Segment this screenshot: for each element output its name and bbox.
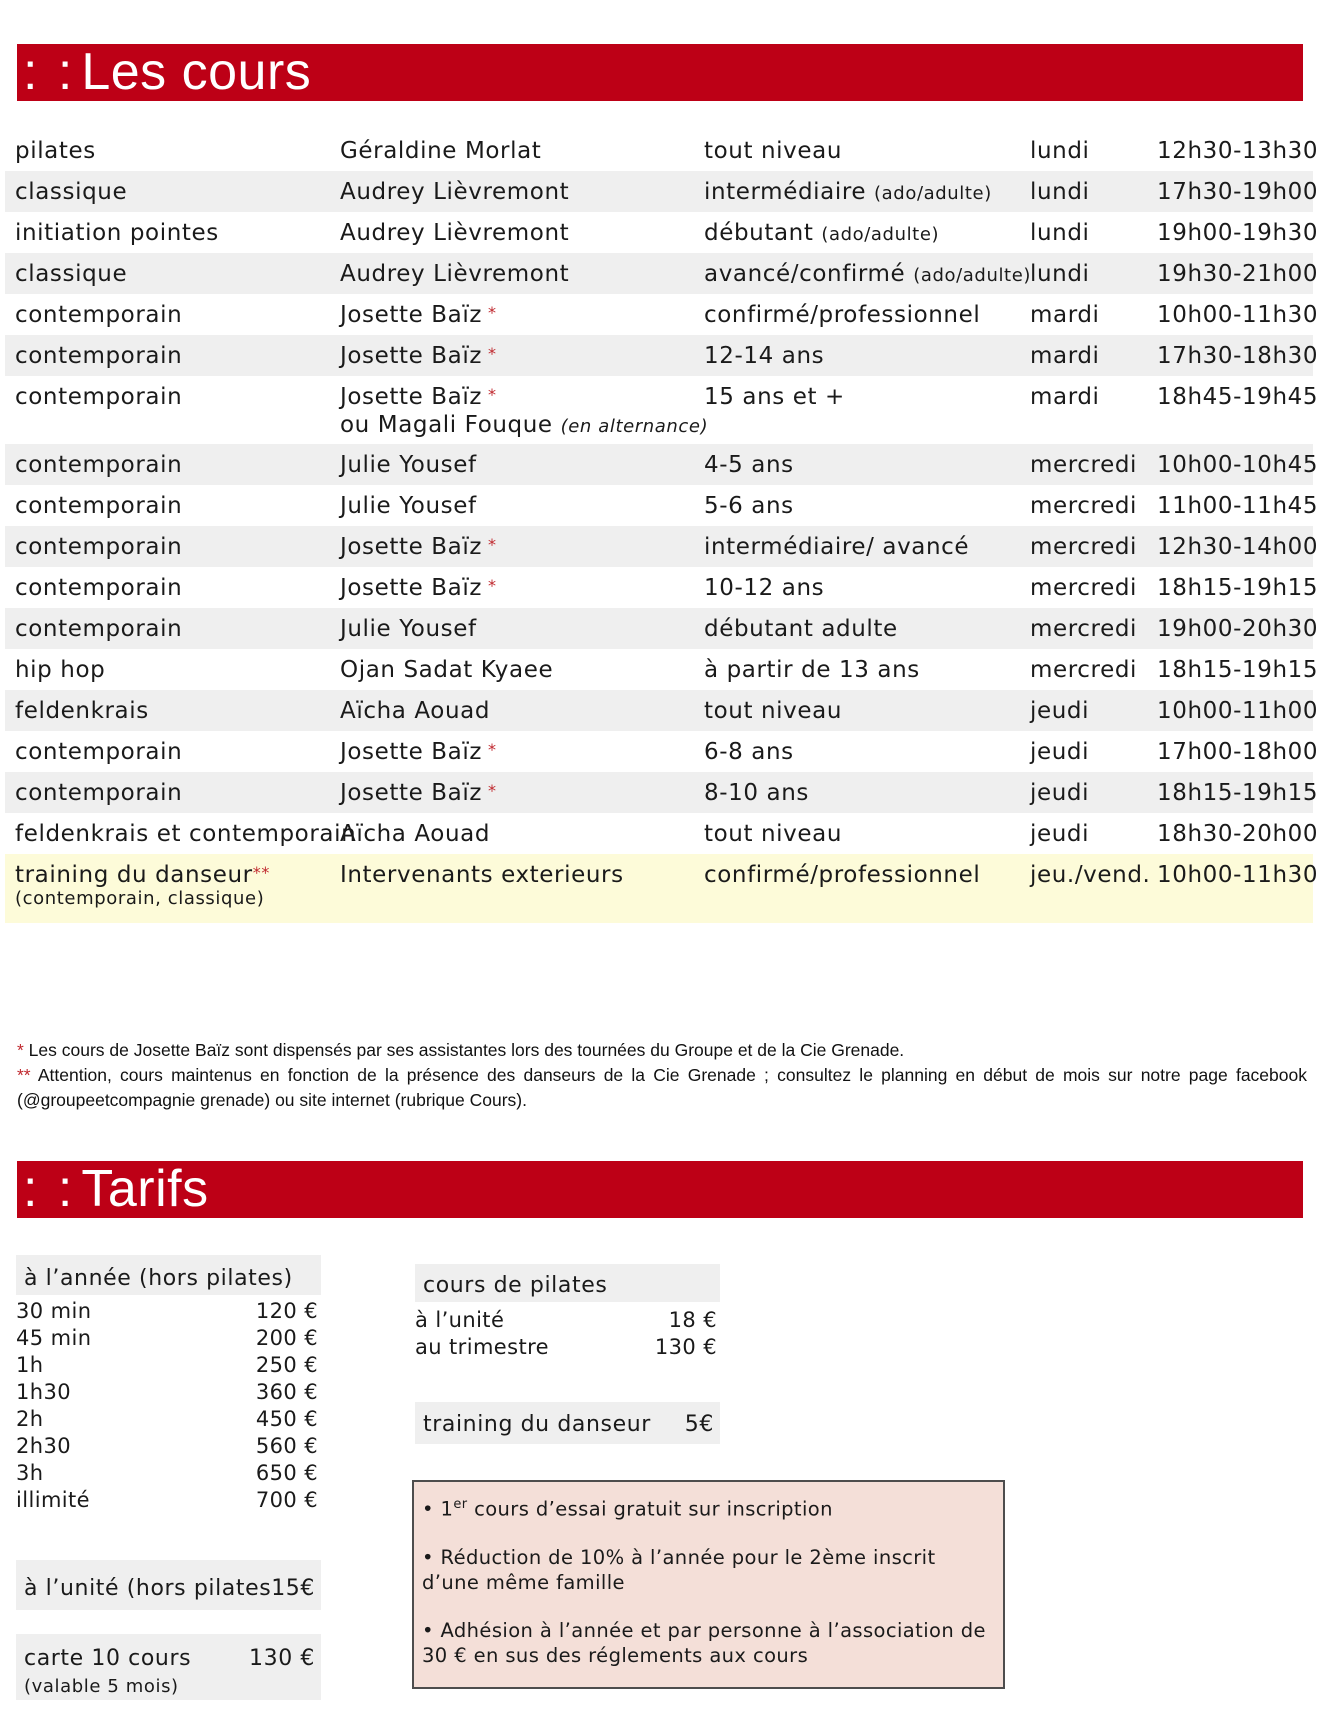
schedule-row — [5, 649, 1319, 690]
level: débutant adulte — [704, 616, 898, 642]
discipline-cell — [15, 534, 182, 560]
asterisk-mark: * — [488, 781, 497, 800]
teacher-cell — [340, 220, 569, 246]
time-cell: 19h00-20h30 — [1157, 616, 1319, 642]
asterisk-mark: * — [488, 303, 497, 322]
discipline: contemporain — [15, 534, 183, 560]
teacher: Audrey Lièvremont — [340, 261, 570, 287]
teacher: Josette Baïz — [340, 384, 483, 410]
time-cell: 17h00-18h00 — [1157, 739, 1319, 765]
day-cell: lundi — [1030, 138, 1090, 164]
asterisk-mark: * — [488, 385, 497, 404]
price-row — [16, 1298, 321, 1325]
time-cell: 17h30-18h30 — [1157, 343, 1319, 369]
level-cell — [704, 220, 939, 246]
training-price: 5€ — [684, 1412, 714, 1437]
level: intermédiaire — [704, 179, 867, 205]
level: débutant — [704, 220, 814, 246]
price-row — [16, 1433, 321, 1460]
teacher-cell — [340, 739, 497, 765]
price-value: 450 € — [255, 1407, 318, 1431]
discipline-cell — [15, 452, 182, 478]
info-box — [412, 1480, 1005, 1689]
teacher: Audrey Lièvremont — [340, 179, 570, 205]
teacher: Géraldine Morlat — [340, 138, 542, 164]
day-cell: jeudi — [1030, 821, 1090, 847]
discipline-cell — [15, 179, 127, 205]
schedule-row — [5, 526, 1319, 567]
price-label: 1h — [16, 1353, 44, 1377]
teacher: Ojan Sadat Kyaee — [340, 657, 554, 683]
level: 12-14 ans — [704, 343, 825, 369]
day-cell: mercredi — [1030, 493, 1138, 519]
time-cell: 10h00-11h30 — [1157, 302, 1319, 328]
level-note: (ado/adulte) — [821, 224, 940, 245]
level-cell — [704, 452, 794, 478]
teacher: Julie Yousef — [340, 493, 477, 519]
day-cell: mercredi — [1030, 616, 1138, 642]
teacher: Intervenants exterieurs — [340, 862, 624, 888]
discipline: classique — [15, 261, 128, 287]
discipline: classique — [15, 179, 128, 205]
discipline-cell — [15, 657, 105, 683]
section-title-cours: Les cours — [81, 43, 312, 101]
level: 6-8 ans — [704, 739, 794, 765]
time-cell: 18h45-19h45 — [1157, 384, 1319, 410]
schedule-row — [5, 171, 1319, 212]
discipline: contemporain — [15, 343, 183, 369]
price-label: 3h — [16, 1461, 44, 1485]
asterisk-mark: * — [488, 344, 497, 363]
discipline-cell — [15, 343, 182, 369]
discipline-cell — [15, 138, 96, 164]
schedule-row — [5, 567, 1319, 608]
price-label: illimité — [16, 1488, 90, 1512]
schedule-row — [5, 854, 1319, 923]
discipline: contemporain — [15, 739, 183, 765]
schedule-row — [5, 813, 1319, 854]
info-membership: • Adhésion à l’année et par personne à l’association de 30 € en sus des réglements aux cours — [422, 1618, 986, 1667]
price-value: 200 € — [255, 1326, 318, 1350]
price-value: 360 € — [255, 1380, 318, 1404]
card-label: carte 10 cours — [24, 1646, 192, 1671]
discipline-cell — [15, 698, 149, 724]
schedule-row — [5, 608, 1319, 649]
discipline-cell — [15, 384, 182, 410]
day-cell: jeudi — [1030, 698, 1090, 724]
price-value: 560 € — [255, 1434, 318, 1458]
info-text: cours d’essai gratuit sur inscription — [467, 1497, 833, 1521]
price-label: 1h30 — [16, 1380, 71, 1404]
price-label: 2h — [16, 1407, 44, 1431]
teacher: Josette Baïz — [340, 343, 483, 369]
discipline: hip hop — [15, 657, 106, 683]
discipline: pilates — [15, 138, 96, 164]
teacher-cell — [340, 493, 477, 519]
schedule-row — [5, 444, 1319, 485]
teacher: Julie Yousef — [340, 616, 477, 642]
teacher-cell — [340, 138, 541, 164]
teacher-cell — [340, 261, 569, 287]
price-label: au trimestre — [415, 1335, 549, 1359]
teacher-cell — [340, 616, 477, 642]
teacher-cell — [340, 862, 624, 888]
asterisk-mark: ** — [252, 863, 270, 882]
discipline-cell — [15, 780, 182, 806]
annual-pricing-header: à l’année (hors pilates) — [16, 1255, 321, 1295]
day-cell: lundi — [1030, 220, 1090, 246]
teacher: Audrey Lièvremont — [340, 220, 570, 246]
info-sup: er — [453, 1497, 468, 1512]
day-cell: jeudi — [1030, 780, 1090, 806]
time-cell: 12h30-14h00 — [1157, 534, 1319, 560]
asterisk-mark: * — [488, 576, 497, 595]
teacher: Josette Baïz — [340, 739, 483, 765]
teacher-cell — [340, 780, 497, 806]
footnote-1 — [17, 1038, 1307, 1063]
pilates-pricing-header: cours de pilates — [415, 1264, 720, 1302]
level-cell — [704, 862, 980, 888]
price-row — [16, 1379, 321, 1406]
time-cell: 19h30-21h00 — [1157, 261, 1319, 287]
footnotes — [17, 1038, 1307, 1113]
single-class-price-box — [16, 1560, 321, 1610]
footnote-text: Les cours de Josette Baïz sont dispensés par ses assistantes lors des tournées du Groupe et de la Cie Grenade. — [23, 1040, 905, 1060]
teacher-cell — [340, 657, 553, 683]
day-cell: mardi — [1030, 302, 1100, 328]
footnote-mark: ** — [17, 1065, 31, 1085]
level-cell — [704, 343, 824, 369]
price-row — [415, 1307, 720, 1334]
level-cell — [704, 384, 845, 410]
level: confirmé/professionnel — [704, 862, 981, 888]
schedule-row — [5, 485, 1319, 526]
level: 15 ans et + — [704, 384, 845, 410]
level: intermédiaire/ avancé — [704, 534, 970, 560]
time-cell: 10h00-11h30 — [1157, 862, 1319, 888]
level-note: (ado/adulte) — [913, 265, 1032, 286]
level: tout niveau — [704, 698, 842, 724]
day-cell: mercredi — [1030, 657, 1138, 683]
discipline: training du danseur — [15, 862, 253, 888]
teacher: Josette Baïz — [340, 534, 483, 560]
card-price: 130 € — [249, 1646, 315, 1671]
teacher: Josette Baïz — [340, 575, 483, 601]
price-value: 700 € — [255, 1488, 318, 1512]
discipline: contemporain — [15, 384, 183, 410]
price-row — [16, 1487, 321, 1514]
schedule-row — [5, 376, 1319, 444]
teacher: Josette Baïz — [340, 302, 483, 328]
level-cell — [704, 261, 1031, 287]
day-cell: jeudi — [1030, 739, 1090, 765]
info-text: • 1 — [422, 1497, 454, 1521]
price-label: 45 min — [16, 1326, 92, 1350]
teacher-cell — [340, 343, 497, 369]
time-cell: 18h15-19h15 — [1157, 780, 1319, 806]
card-validity-note: (valable 5 mois) — [24, 1676, 179, 1697]
training-label: training du danseur — [423, 1412, 651, 1437]
level-cell — [704, 698, 842, 724]
level-cell — [704, 739, 794, 765]
single-class-label: à l’unité (hors pilates — [24, 1576, 272, 1601]
discipline-cell — [15, 862, 270, 909]
level-cell — [704, 179, 992, 205]
info-family-discount: • Réduction de 10% à l’année pour le 2ème inscrit d’une même famille — [422, 1545, 936, 1594]
level-cell — [704, 493, 794, 519]
teacher-cell — [340, 179, 569, 205]
footnote-2 — [17, 1063, 1307, 1113]
discipline: contemporain — [15, 616, 183, 642]
section-banner-cours — [17, 44, 1303, 101]
teacher-cell — [340, 534, 497, 560]
day-cell: mardi — [1030, 343, 1100, 369]
time-cell: 17h30-19h00 — [1157, 179, 1319, 205]
day-cell: mercredi — [1030, 452, 1138, 478]
training-price-box — [415, 1402, 720, 1444]
teacher: Aïcha Aouad — [340, 821, 491, 847]
banner-prefix: : : — [23, 1160, 76, 1218]
banner-prefix: : : — [23, 43, 76, 101]
teacher-cell — [340, 698, 490, 724]
teacher: Josette Baïz — [340, 780, 483, 806]
teacher-alternate: ou Magali Fouque — [340, 412, 553, 438]
discipline: feldenkrais — [15, 698, 149, 724]
level: 8-10 ans — [704, 780, 809, 806]
teacher-cell — [340, 575, 497, 601]
time-cell: 12h30-13h30 — [1157, 138, 1319, 164]
schedule-row — [5, 294, 1319, 335]
level-cell — [704, 138, 842, 164]
schedule-row — [5, 731, 1319, 772]
price-row — [16, 1406, 321, 1433]
price-row — [16, 1325, 321, 1352]
footnote-text: Attention, cours maintenus en fonction de la présence des danseurs de la Cie Grenade ; consultez le planning en début de mois sur notre page facebook (@groupeetcompagnie grenade) ou site internet (rubrique Cours). — [17, 1065, 1307, 1110]
price-value: 130 € — [654, 1335, 717, 1359]
day-cell: jeu./vend. — [1030, 862, 1151, 888]
level-cell — [704, 575, 824, 601]
schedule-row — [5, 130, 1319, 171]
day-cell: mercredi — [1030, 534, 1138, 560]
price-label: à l’unité — [415, 1308, 505, 1332]
time-cell: 11h00-11h45 — [1157, 493, 1319, 519]
level: tout niveau — [704, 821, 842, 847]
discipline-cell — [15, 739, 182, 765]
discipline-cell — [15, 302, 182, 328]
time-cell: 10h00-10h45 — [1157, 452, 1319, 478]
discipline-cell — [15, 821, 356, 847]
schedule-row — [5, 212, 1319, 253]
schedule-row — [5, 772, 1319, 813]
section-title-tarifs: Tarifs — [81, 1160, 209, 1218]
price-row — [16, 1460, 321, 1487]
discipline: contemporain — [15, 302, 183, 328]
discipline: contemporain — [15, 575, 183, 601]
discipline-cell — [15, 220, 219, 246]
teacher: Aïcha Aouad — [340, 698, 491, 724]
level-cell — [704, 780, 809, 806]
discipline-cell — [15, 616, 182, 642]
teacher-cell — [340, 302, 497, 328]
level-note: (ado/adulte) — [874, 183, 992, 204]
pilates-price-list — [415, 1307, 720, 1361]
level-cell — [704, 616, 898, 642]
discipline-note: (contemporain, classique) — [15, 888, 265, 909]
price-value: 250 € — [255, 1353, 318, 1377]
schedule-row — [5, 335, 1319, 376]
schedule-row — [5, 690, 1319, 731]
day-cell: lundi — [1030, 179, 1090, 205]
info-trial-class — [422, 1492, 995, 1522]
discipline: feldenkrais et contemporain — [15, 821, 357, 847]
price-row — [415, 1334, 720, 1361]
footnote-mark: * — [17, 1040, 24, 1060]
alternance-note: (en alternance) — [560, 416, 709, 437]
level: tout niveau — [704, 138, 842, 164]
discipline: contemporain — [15, 493, 183, 519]
ten-class-card-box — [16, 1634, 321, 1700]
discipline-cell — [15, 261, 127, 287]
day-cell: lundi — [1030, 261, 1090, 287]
price-value: 18 € — [668, 1308, 717, 1332]
day-cell: mardi — [1030, 384, 1100, 410]
asterisk-mark: * — [488, 535, 497, 554]
single-class-price: 15€ — [271, 1576, 315, 1601]
level: avancé/confirmé — [704, 261, 906, 287]
price-label: 2h30 — [16, 1434, 71, 1458]
asterisk-mark: * — [488, 740, 497, 759]
discipline-cell — [15, 575, 182, 601]
teacher-cell — [340, 384, 708, 438]
time-cell: 10h00-11h00 — [1157, 698, 1319, 724]
time-cell: 18h15-19h15 — [1157, 657, 1319, 683]
day-cell: mercredi — [1030, 575, 1138, 601]
discipline-cell — [15, 493, 182, 519]
price-value: 650 € — [255, 1461, 318, 1485]
level: à partir de 13 ans — [704, 657, 920, 683]
discipline: contemporain — [15, 452, 183, 478]
level: 5-6 ans — [704, 493, 794, 519]
discipline: contemporain — [15, 780, 183, 806]
time-cell: 18h30-20h00 — [1157, 821, 1319, 847]
level-cell — [704, 534, 969, 560]
price-label: 30 min — [16, 1299, 92, 1323]
course-schedule-table — [5, 130, 1319, 923]
time-cell: 18h15-19h15 — [1157, 575, 1319, 601]
price-row — [16, 1352, 321, 1379]
teacher-cell — [340, 821, 490, 847]
level-cell — [704, 821, 842, 847]
teacher-cell — [340, 452, 477, 478]
discipline: initiation pointes — [15, 220, 219, 246]
level-cell — [704, 657, 920, 683]
level: confirmé/professionnel — [704, 302, 981, 328]
time-cell: 19h00-19h30 — [1157, 220, 1319, 246]
schedule-row — [5, 253, 1319, 294]
section-banner-tarifs — [17, 1161, 1303, 1218]
level: 10-12 ans — [704, 575, 825, 601]
level-cell — [704, 302, 980, 328]
teacher: Julie Yousef — [340, 452, 477, 478]
level: 4-5 ans — [704, 452, 794, 478]
price-value: 120 € — [255, 1299, 318, 1323]
annual-price-list — [16, 1298, 321, 1514]
